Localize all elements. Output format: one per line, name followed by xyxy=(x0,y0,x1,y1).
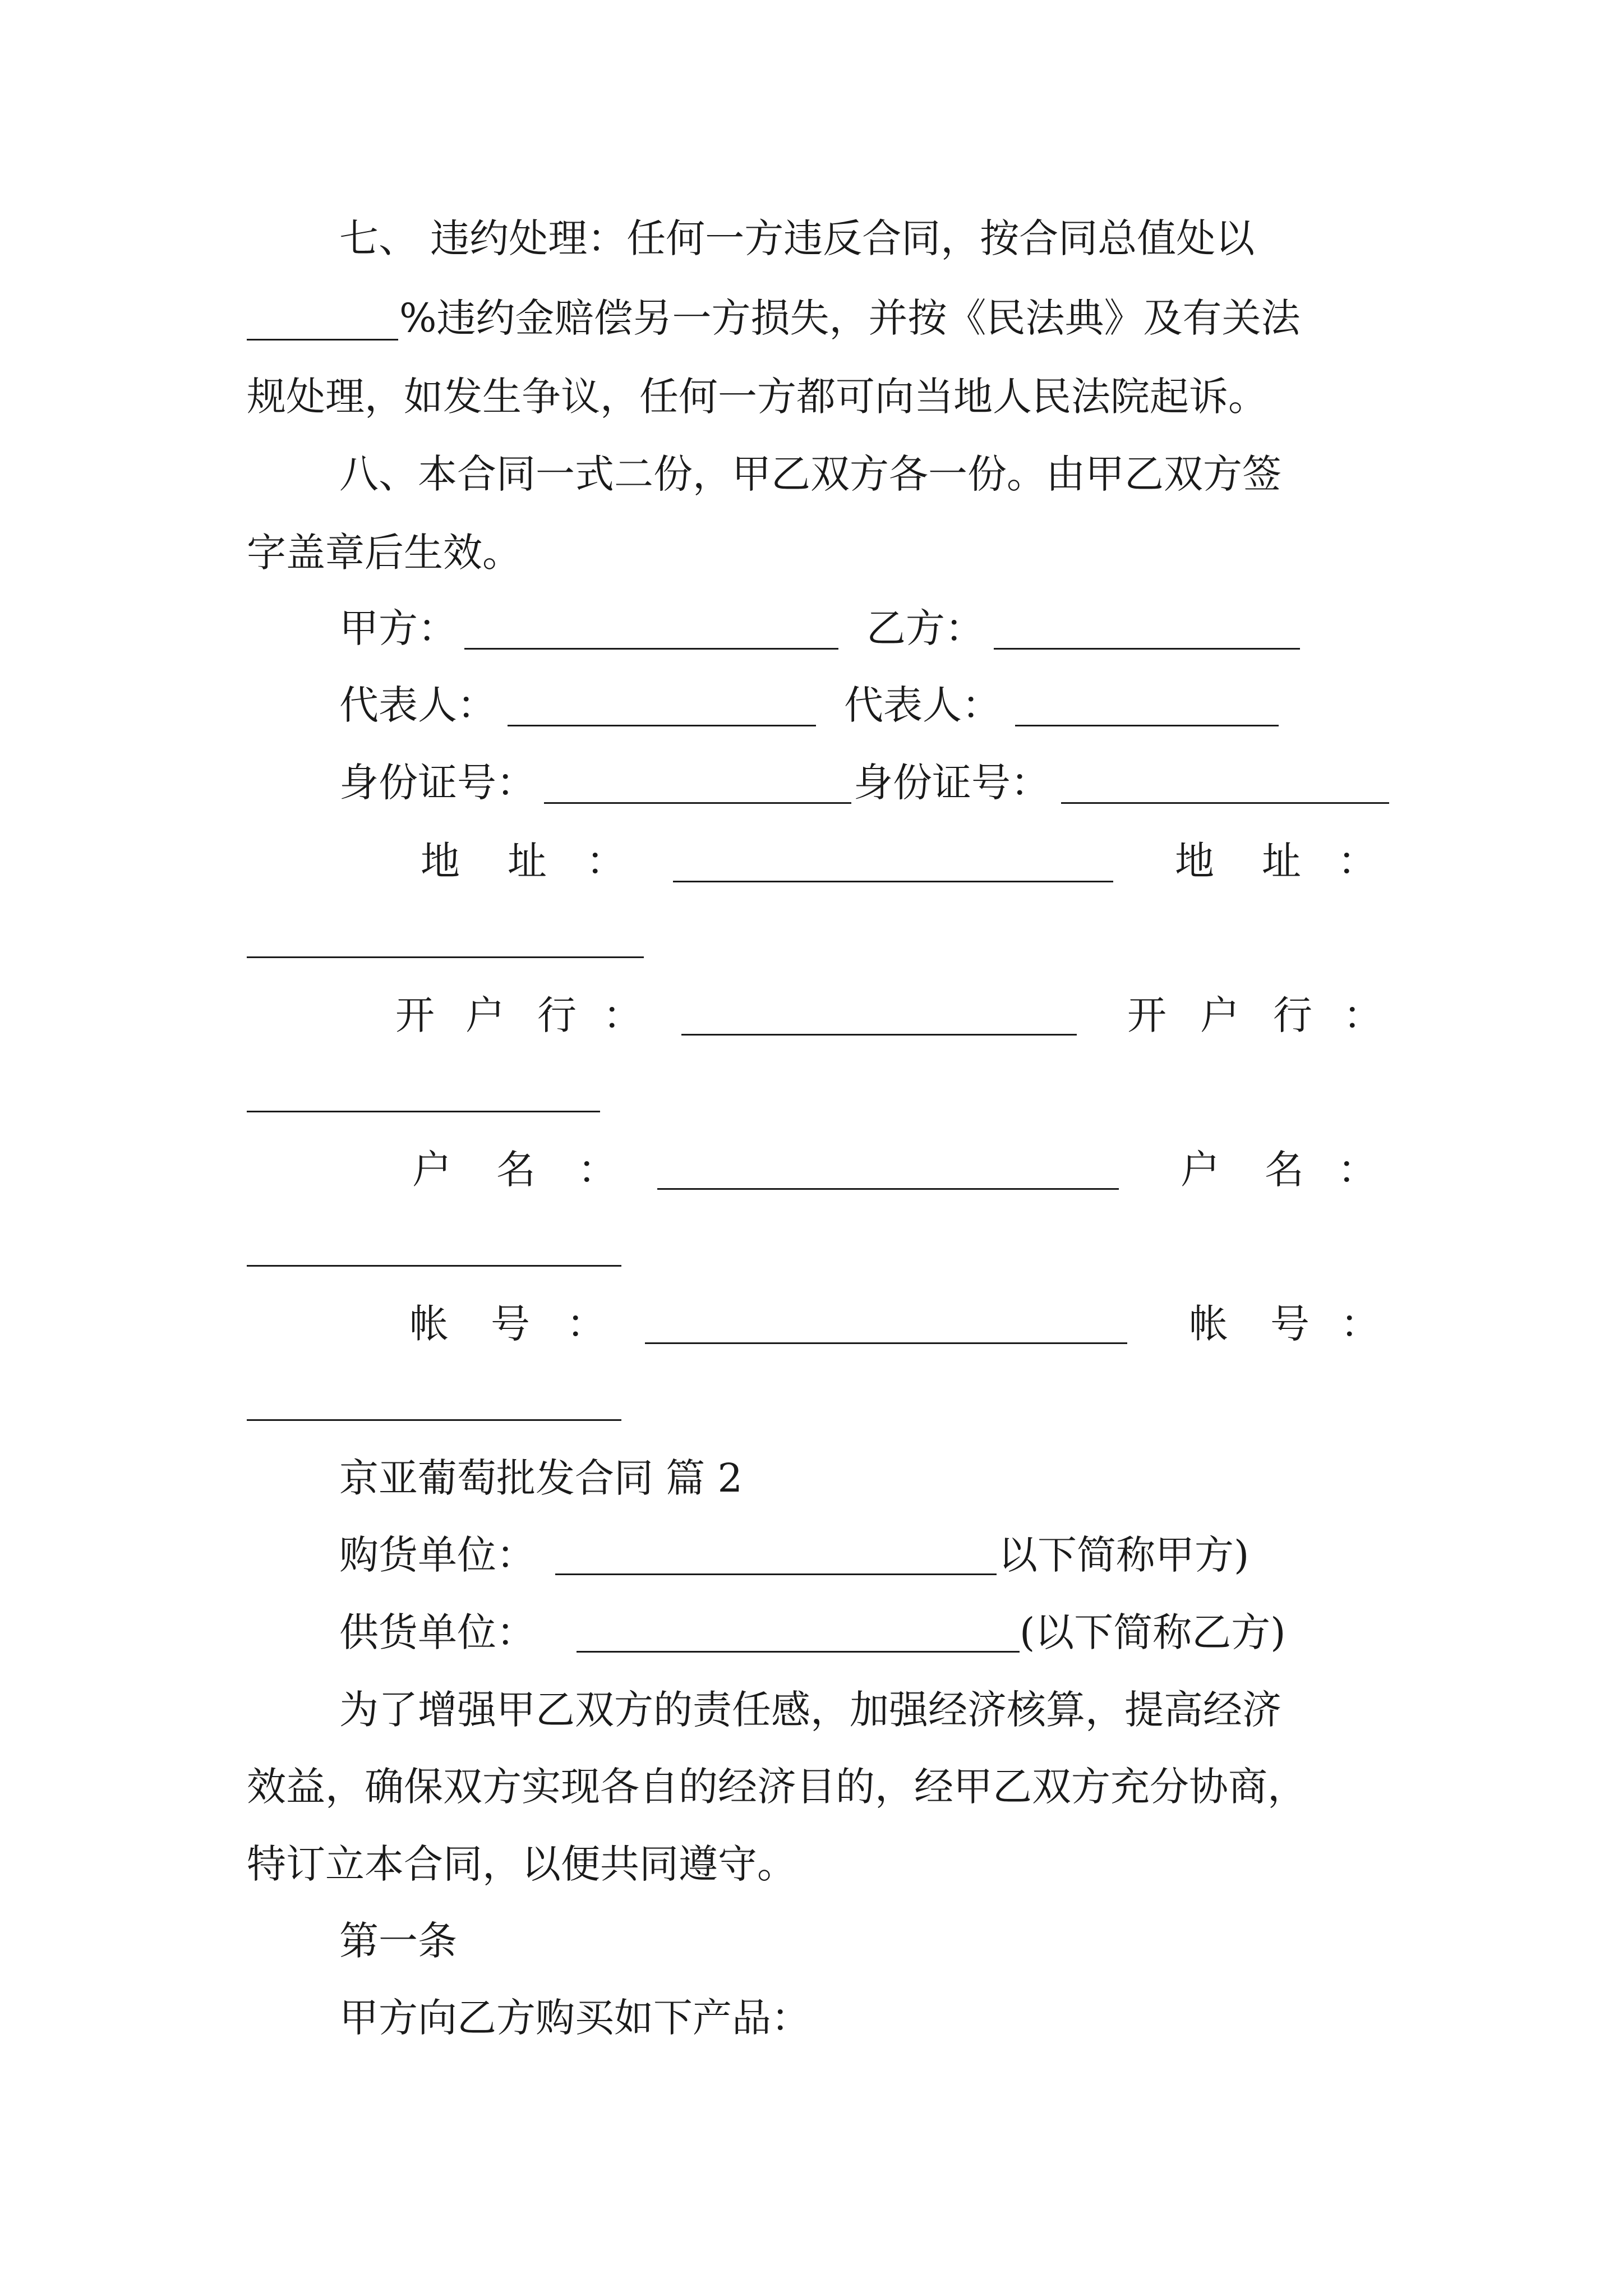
supplier-blank[interactable] xyxy=(577,1651,1020,1653)
buyer-suffix: 以下简称甲方) xyxy=(998,1532,1249,1578)
rep-b-label: 代表人： xyxy=(844,682,1001,728)
party-a-label: 甲方： xyxy=(339,605,457,651)
supplier-suffix: (以下简称乙方) xyxy=(1020,1609,1286,1655)
addr-a-char1: 地 xyxy=(421,838,460,884)
party-b-label: 乙方： xyxy=(866,605,984,651)
name-a-char1: 户 xyxy=(412,1147,451,1193)
addr-a-char2: 址 xyxy=(508,838,547,884)
acct-a-colon: ： xyxy=(566,1301,606,1347)
rep-a-blank[interactable] xyxy=(508,725,816,726)
addr-b-colon: ： xyxy=(1338,838,1377,884)
penalty-percent-blank[interactable] xyxy=(247,339,398,341)
bank-a-char3: 行 xyxy=(537,992,577,1038)
id-b-blank[interactable] xyxy=(1061,802,1389,804)
clause8-line1: 八、本合同一式二份，甲乙双方各一份。由甲乙双方签 xyxy=(339,451,1281,497)
id-a-blank[interactable] xyxy=(544,802,851,804)
bank-a-char1: 开 xyxy=(395,992,435,1038)
acct-a-char1: 帐 xyxy=(409,1301,449,1347)
bank-a-char2: 户 xyxy=(465,992,505,1038)
name-a-char2: 名 xyxy=(496,1147,536,1193)
bank-a-colon: ： xyxy=(603,992,642,1038)
intro-line3: 特订立本合同，以便共同遵守。 xyxy=(247,1841,796,1887)
clause7-line1: 七、 违约处理：任何一方违反合同，按合同总值处以 xyxy=(339,215,1255,261)
rep-a-label: 代表人： xyxy=(339,682,496,728)
acct-b-char2: 号 xyxy=(1270,1301,1310,1347)
rep-b-blank[interactable] xyxy=(1015,725,1279,726)
addr-b-blank[interactable] xyxy=(247,956,644,958)
supplier-label: 供货单位： xyxy=(339,1609,536,1655)
contract2-heading: 京亚葡萄批发合同 篇 2 xyxy=(339,1455,743,1501)
addr-b-char1: 地 xyxy=(1175,838,1214,884)
party-b-blank[interactable] xyxy=(994,648,1300,650)
bank-b-colon: ： xyxy=(1343,992,1382,1038)
id-a-label: 身份证号： xyxy=(339,760,536,806)
addr-a-blank[interactable] xyxy=(673,881,1113,882)
addr-b-char2: 址 xyxy=(1262,838,1301,884)
article1-text: 甲方向乙方购买如下产品： xyxy=(339,1995,810,2041)
article1-title: 第一条 xyxy=(339,1918,457,1964)
acct-a-char2: 号 xyxy=(491,1301,530,1347)
bank-b-char1: 开 xyxy=(1127,992,1166,1038)
acct-a-blank[interactable] xyxy=(645,1342,1127,1344)
intro-line1: 为了增强甲乙双方的责任感，加强经济核算，提高经济 xyxy=(339,1687,1281,1733)
name-b-char2: 名 xyxy=(1265,1147,1304,1193)
clause7-line3: 规处理，如发生争议，任何一方都可向当地人民法院起诉。 xyxy=(247,374,1267,420)
name-a-colon: ： xyxy=(578,1147,617,1193)
bank-b-char2: 户 xyxy=(1200,992,1239,1038)
bank-a-blank[interactable] xyxy=(681,1034,1077,1036)
name-b-colon: ： xyxy=(1338,1147,1377,1193)
bank-b-blank[interactable] xyxy=(247,1111,600,1112)
acct-b-blank[interactable] xyxy=(247,1419,621,1421)
bank-b-char3: 行 xyxy=(1273,992,1312,1038)
clause8-line2: 字盖章后生效。 xyxy=(247,530,522,576)
clause7-line2: %违约金赔偿另一方损失，并按《民法典》及有关法 xyxy=(399,295,1301,341)
acct-b-char1: 帐 xyxy=(1189,1301,1228,1347)
name-b-blank[interactable] xyxy=(247,1265,621,1267)
party-a-blank[interactable] xyxy=(464,648,838,650)
name-a-blank[interactable] xyxy=(657,1188,1119,1190)
addr-a-colon: ： xyxy=(586,838,625,884)
acct-b-colon: ： xyxy=(1340,1301,1380,1347)
buyer-label: 购货单位： xyxy=(339,1532,536,1578)
intro-line2: 效益，确保双方实现各自的经济目的，经甲乙双方充分协商， xyxy=(247,1764,1307,1810)
id-b-label: 身份证号： xyxy=(854,760,1050,806)
buyer-blank[interactable] xyxy=(555,1573,997,1575)
name-b-char1: 户 xyxy=(1181,1147,1220,1193)
